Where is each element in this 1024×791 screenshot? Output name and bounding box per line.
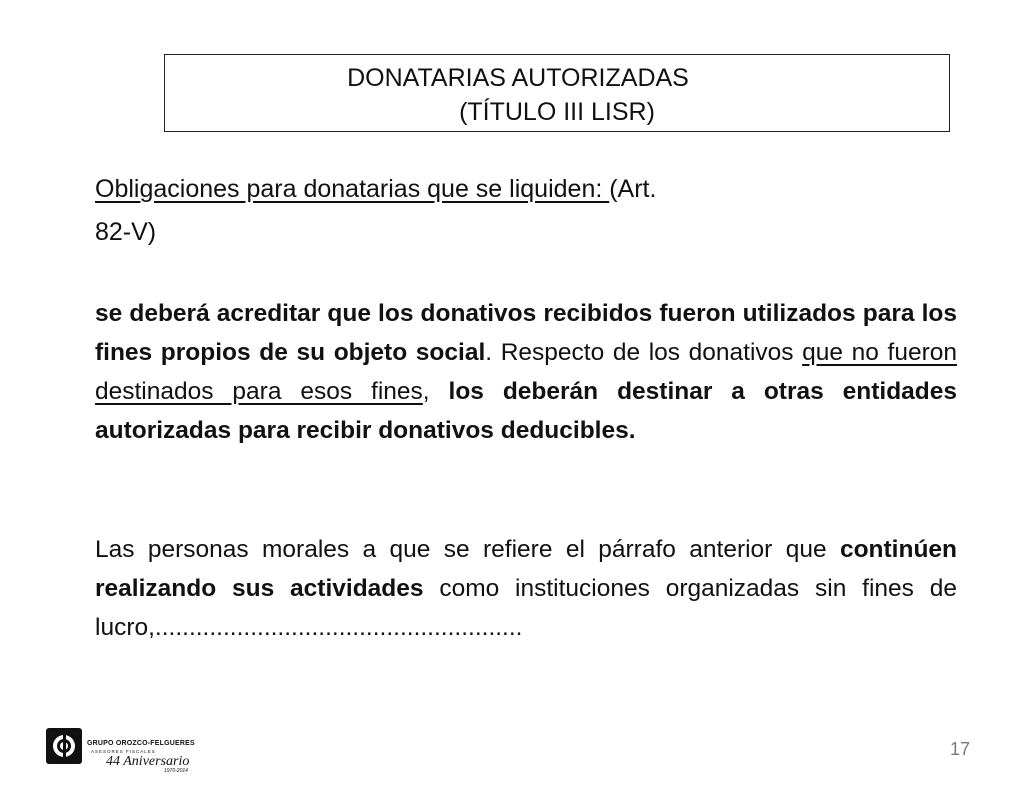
heading-article-number: 82-V) (95, 218, 157, 246)
phi-logo-icon (46, 728, 82, 764)
paragraph1-underlined: que no fueron destinados para esos fines (95, 339, 957, 405)
heading-underlined-text: Obligaciones para donatarias que se liquiden: (95, 175, 610, 203)
logo-company-name: GRUPO OROZCO-FELGUERES (87, 740, 195, 747)
paragraph1-text: . Respecto de los donativos (485, 339, 803, 366)
section-heading (95, 168, 795, 254)
logo-anniversary: 44 Aniversario (106, 754, 190, 769)
page-number: 17 (950, 739, 971, 759)
logo-years: 1970-2014 (164, 768, 188, 774)
paragraph-persons (95, 530, 957, 647)
paragraph2-text-start: Las personas morales a que se refiere el párrafo anterior que (95, 536, 840, 563)
paragraph1-comma: , (422, 378, 449, 405)
slide-title: DONATARIAS AUTORIZADAS (347, 64, 689, 92)
slide-subtitle: (TÍTULO III LISR) (459, 98, 655, 126)
heading-article-ref: (Art. (609, 175, 657, 203)
company-logo (46, 724, 206, 776)
paragraph-obligations (95, 294, 957, 450)
paragraph1-bold-conclusion: los deberán destinar a otras entidades autorizadas para recibir donativos deducibles. (95, 378, 958, 444)
slide-title-box (164, 54, 950, 132)
paragraph1-bold-intro: se deberá acreditar que los donativos recibidos fueron utilizados para los fines propios de su objeto social (95, 300, 957, 366)
paragraph2-bold: continúen realizando sus actividades (95, 536, 957, 602)
logo-tagline: ASESORES FISCALES (91, 749, 156, 754)
paragraph2-text-end: como instituciones organizadas sin fines de lucro,...................................................... (95, 575, 957, 641)
